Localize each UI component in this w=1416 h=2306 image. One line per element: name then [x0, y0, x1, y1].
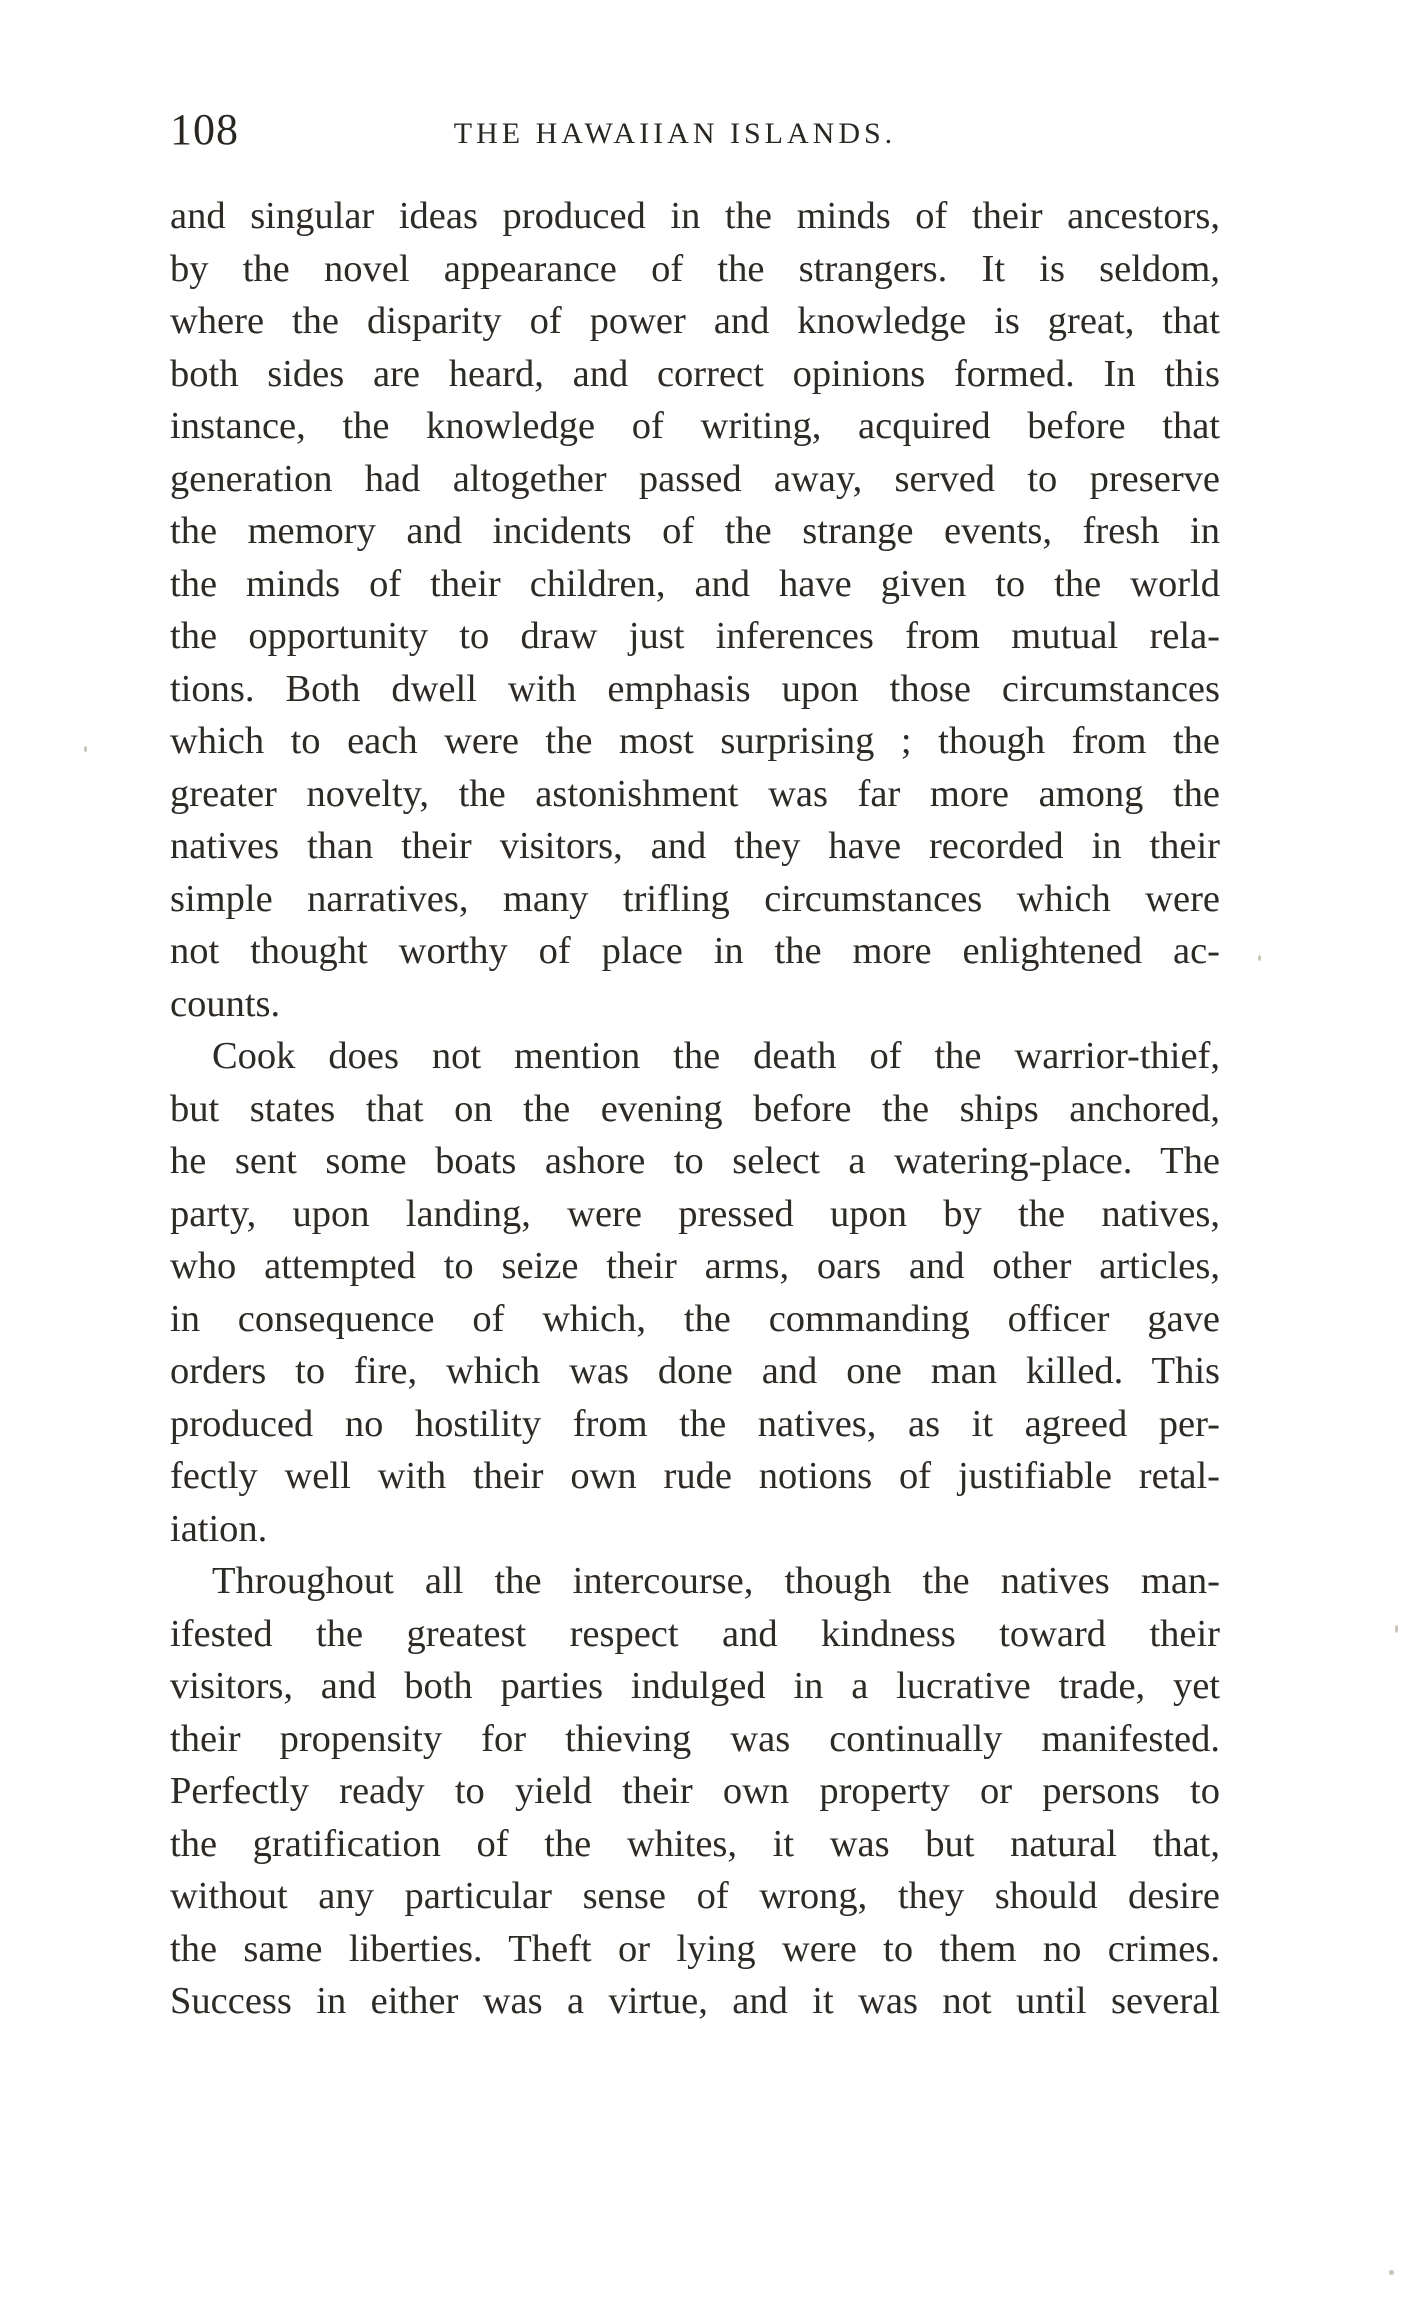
text-line: Perfectly ready to yield their own property or persons to	[170, 1770, 1220, 1812]
text-line: by the novel appearance of the strangers. It is seldom,	[170, 247, 1220, 290]
text-line: orders to fire, which was done and one man killed. This	[170, 1350, 1220, 1392]
text-line: natives than their visitors, and they have recorded in their	[170, 825, 1220, 867]
page-number: 108	[170, 105, 239, 154]
text-line: the gratification of the whites, it was but natural that,	[170, 1822, 1220, 1865]
paper-speck	[1389, 2270, 1394, 2275]
text-line: Success in either was a virtue, and it was not until several	[170, 1980, 1220, 2022]
text-line: generation had altogether passed away, served to preserve	[170, 457, 1220, 500]
text-line: simple narratives, many trifling circumstances which were	[170, 877, 1220, 920]
text-line: counts.	[170, 982, 281, 1025]
text-line: visitors, and both parties indulged in a lucrative trade, yet	[170, 1665, 1220, 1707]
text-line: both sides are heard, and correct opinions formed. In this	[170, 352, 1220, 395]
text-line: but states that on the evening before the ships anchored,	[170, 1087, 1220, 1130]
paper-speck	[1258, 955, 1261, 961]
body-text	[170, 190, 1220, 2028]
text-line: he sent some boats ashore to select a watering-place. The	[170, 1140, 1220, 1182]
text-line: ifested the greatest respect and kindness toward their	[170, 1612, 1220, 1655]
text-line: the minds of their children, and have given to the world	[170, 562, 1220, 605]
text-line: instance, the knowledge of writing, acquired before that	[170, 405, 1220, 447]
text-line: where the disparity of power and knowledge is great, that	[170, 300, 1220, 342]
text-line: which to each were the most surprising ; though from the	[170, 720, 1220, 762]
running-head	[170, 104, 1220, 164]
paper-speck	[84, 746, 87, 752]
text-line: produced no hostility from the natives, as it agreed per-	[170, 1402, 1220, 1445]
text-line: in consequence of which, the commanding officer gave	[170, 1297, 1220, 1340]
text-line: tions. Both dwell with emphasis upon those circumstances	[170, 667, 1220, 710]
text-line: the same liberties. Theft or lying were to them no crimes.	[170, 1927, 1220, 1970]
text-line: iation.	[170, 1507, 268, 1550]
text-line: greater novelty, the astonishment was far more among the	[170, 772, 1220, 815]
text-line: Cook does not mention the death of the warrior-thief,	[212, 1035, 1220, 1077]
running-title: THE HAWAIIAN ISLANDS.	[453, 117, 897, 150]
text-line: who attempted to seize their arms, oars and other articles,	[170, 1245, 1220, 1287]
text-line: party, upon landing, were pressed upon by the natives,	[170, 1192, 1220, 1235]
text-line: the opportunity to draw just inferences from mutual rela-	[170, 615, 1220, 657]
paper-speck	[1395, 1625, 1398, 1633]
text-line: and singular ideas produced in the minds of their ancestors,	[170, 195, 1220, 237]
text-line: Throughout all the intercourse, though the natives man-	[212, 1560, 1220, 1602]
text-line: not thought worthy of place in the more enlightened ac-	[170, 930, 1220, 972]
text-line: the memory and incidents of the strange events, fresh in	[170, 510, 1220, 552]
text-line: their propensity for thieving was continually manifested.	[170, 1717, 1220, 1760]
text-line: fectly well with their own rude notions of justifiable retal-	[170, 1455, 1220, 1497]
text-line: without any particular sense of wrong, they should desire	[170, 1875, 1220, 1917]
